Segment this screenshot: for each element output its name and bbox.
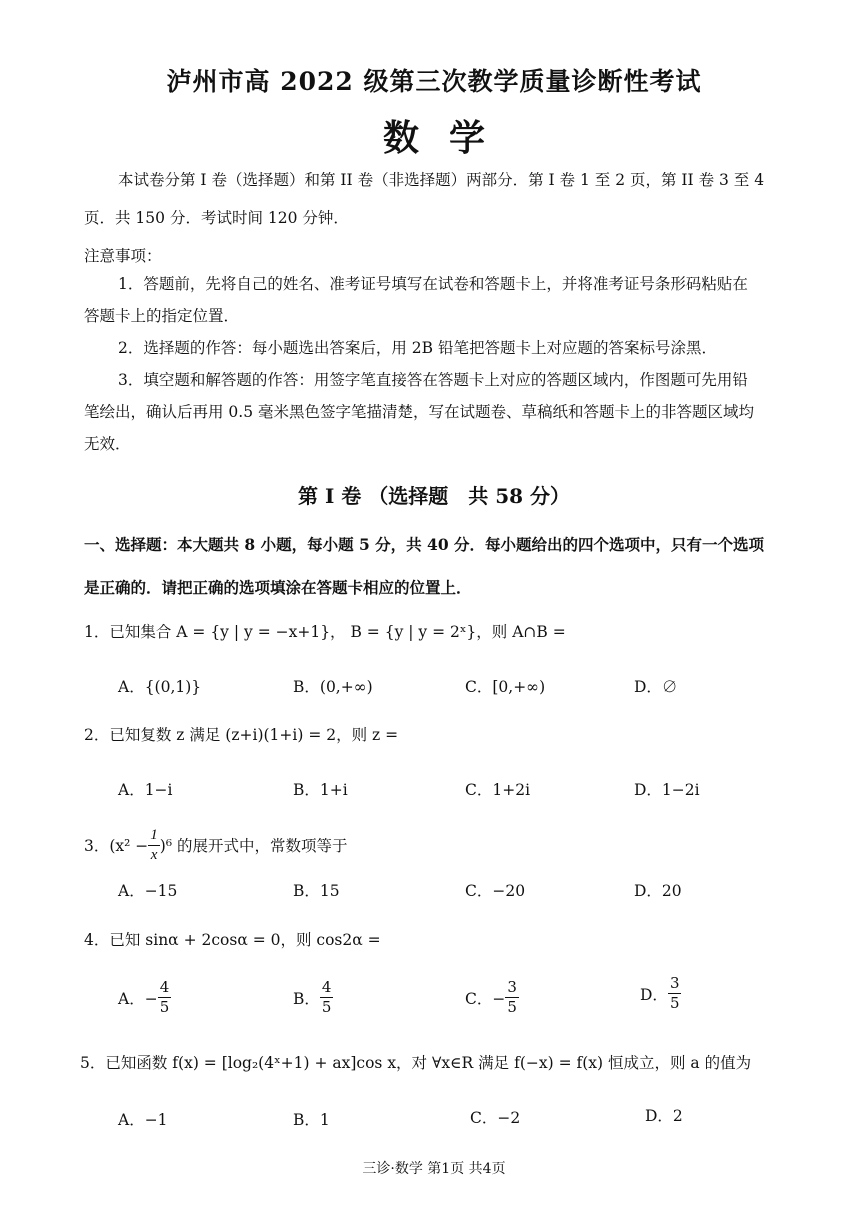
question-3-fraction <box>148 828 160 863</box>
question-4-option-b-denominator: 5 <box>321 998 332 1016</box>
note-3-line-3: 无效． <box>84 435 131 453</box>
question-3-option-d: D．20 <box>634 882 682 900</box>
question-5-option-c: C．−2 <box>470 1109 521 1127</box>
subject-title: 数学 <box>382 117 515 159</box>
note-3-line-1: 3．填空题和解答题的作答：用签字笔直接答在答题卡上对应的答题区域内，作图题可先用铅 <box>118 371 748 389</box>
section-title: 第 I 卷 （选择题 共 58 分） <box>297 484 570 508</box>
question-4-option-b-numerator: 4 <box>321 978 332 996</box>
question-4-option-c-numerator: 3 <box>507 978 517 996</box>
question-3-prefix: 3．(x² − <box>84 836 149 855</box>
question-4-option-d-fraction <box>668 976 682 1011</box>
question-5-option-a: A．−1 <box>118 1111 168 1129</box>
question-5-option-b: B．1 <box>293 1111 330 1129</box>
question-4-stem: 4．已知 sinα + 2cosα = 0，则 cos2α = <box>84 931 381 949</box>
question-3-option-c: C．−20 <box>465 882 526 900</box>
question-4-option-d <box>640 976 681 1011</box>
exam-title: 泸州市高 2022 级第三次教学质量诊断性考试 <box>166 67 702 96</box>
section-instruction-line-2: 是正确的．请把正确的选项填涂在答题卡相应的位置上． <box>84 578 472 597</box>
question-2-option-a: A．1−i <box>118 781 173 799</box>
question-1-option-b: B．(0,+∞) <box>293 678 373 696</box>
question-1-option-d: D．∅ <box>634 678 678 696</box>
question-2-stem: 2．已知复数 z 满足 (z+i)(1+i) = 2，则 z = <box>84 726 399 744</box>
page-footer: 三诊·数学 第1页 共4页 <box>362 1161 506 1177</box>
question-4-option-a-denominator: 5 <box>159 998 170 1016</box>
question-4-option-c-denominator: 5 <box>507 998 517 1016</box>
question-4-option-a <box>118 980 171 1015</box>
question-3-option-a: A．−15 <box>118 882 178 900</box>
question-2-option-d: D．1−2i <box>634 781 700 799</box>
question-2-option-b: B．1+i <box>293 781 348 799</box>
question-4-option-c-label: C．− <box>465 989 506 1008</box>
intro-line-1: 本试卷分第 I 卷（选择题）和第 II 卷（非选择题）两部分．第 I 卷 1 至 2 页，第 II 卷 3 至 4 <box>118 171 765 189</box>
note-3-line-2: 笔绘出，确认后再用 0.5 毫米黑色签字笔描清楚，写在试题卷、草稿纸和答题卡上的非答题区域均 <box>84 403 755 421</box>
question-4-option-d-denominator: 5 <box>669 994 680 1012</box>
question-5-option-d: D．2 <box>645 1107 683 1125</box>
question-4-option-b-label: B． <box>293 989 320 1008</box>
section-instruction-line-1: 一、选择题：本大题共 8 小题，每小题 5 分，共 40 分．每小题给出的四个选项中，只有一个选项 <box>84 535 765 554</box>
question-3-option-b: B．15 <box>293 882 340 900</box>
question-3-fraction-denominator: x <box>150 847 158 863</box>
question-4-option-c-fraction <box>505 980 519 1015</box>
question-1-option-a: A．{(0,1)} <box>118 678 202 696</box>
question-4-option-a-label: A．− <box>118 989 158 1008</box>
question-1-option-c: C．[0,+∞) <box>465 678 546 696</box>
note-1-line-2: 答题卡上的指定位置． <box>84 307 240 325</box>
question-4-option-a-fraction <box>158 980 172 1015</box>
intro-line-2: 页．共 150 分．考试时间 120 分钟． <box>84 209 349 227</box>
question-1-stem: 1．已知集合 A = {y | y = −x+1}， B = {y | y = 2ˣ}，则 A∩B = <box>84 623 566 641</box>
note-1-line-1: 1．答题前，先将自己的姓名、准考证号填写在试卷和答题卡上，并将准考证号条形码粘贴在 <box>118 275 748 293</box>
question-4-option-c <box>465 980 519 1015</box>
question-4-option-d-numerator: 3 <box>669 974 680 992</box>
question-4-option-b-fraction <box>320 980 334 1015</box>
question-3-suffix: )⁶ 的展开式中，常数项等于 <box>159 836 348 855</box>
question-3-fraction-numerator: 1 <box>148 828 160 846</box>
notes-heading: 注意事项： <box>84 247 162 265</box>
note-2: 2．选择题的作答：每小题选出答案后，用 2B 铅笔把答题卡上对应题的答案标号涂黑． <box>118 339 717 357</box>
question-2-option-c: C．1+2i <box>465 781 531 799</box>
question-4-option-d-label: D． <box>640 985 668 1004</box>
question-4-option-b <box>293 980 333 1015</box>
question-4-option-a-numerator: 4 <box>159 978 170 996</box>
question-5-stem: 5．已知函数 f(x) = [log₂(4ˣ+1) + ax]cos x，对 ∀x∈R 满足 f(−x) = f(x) 恒成立，则 a 的值为 <box>80 1054 752 1072</box>
question-3-stem <box>84 828 347 863</box>
